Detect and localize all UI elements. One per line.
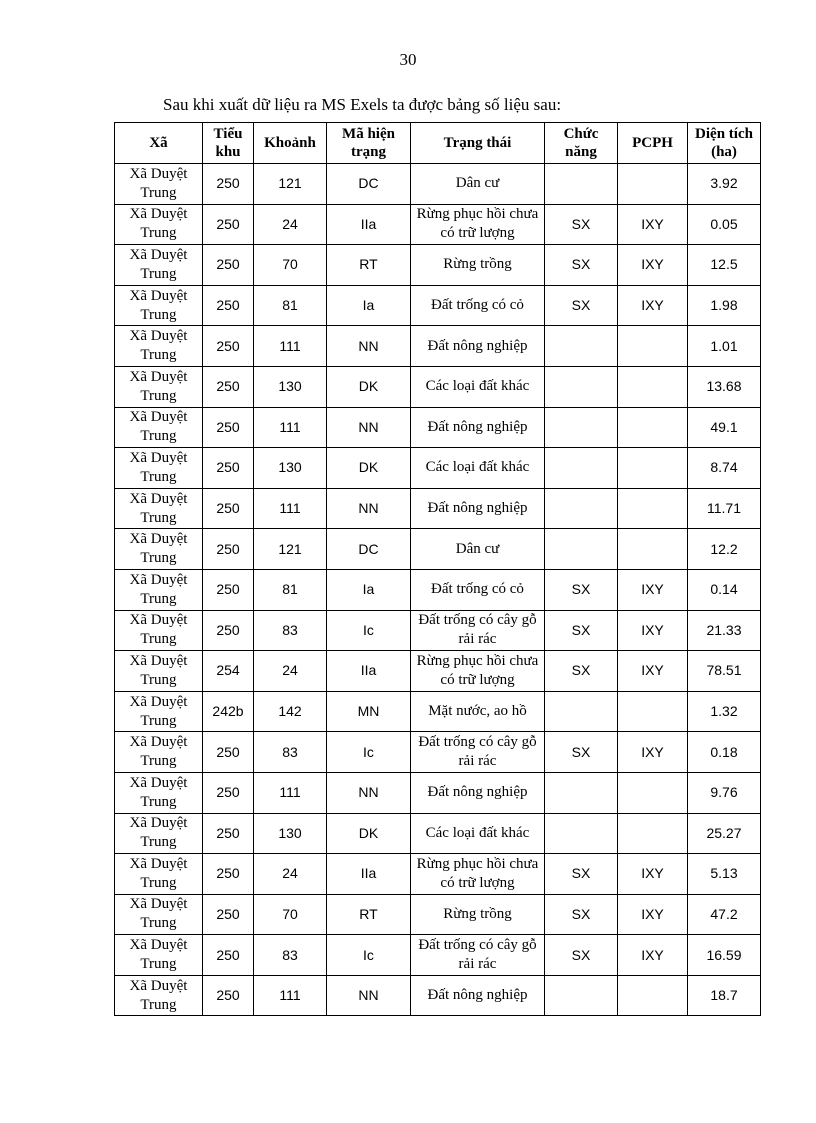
cell-trang-thai: Rừng phục hồi chưa có trữ lượng [411,651,545,692]
cell-khoanh: 70 [254,245,327,286]
cell-trang-thai: Dân cư [411,529,545,570]
cell-khoanh: 121 [254,529,327,570]
cell-ma-hien-trang: NN [327,772,411,813]
cell-trang-thai: Rừng trồng [411,245,545,286]
cell-dien-tich: 16.59 [688,935,761,976]
cell-khoanh: 130 [254,813,327,854]
cell-chuc-nang: SX [545,854,618,895]
cell-khoanh: 24 [254,854,327,895]
cell-khoanh: 111 [254,975,327,1016]
cell-dien-tich: 0.14 [688,569,761,610]
table-row [115,975,761,1016]
cell-khoanh: 142 [254,691,327,732]
cell-tieu-khu: 250 [203,488,254,529]
cell-ma-hien-trang: IIa [327,651,411,692]
cell-chuc-nang [545,448,618,489]
cell-tieu-khu: 250 [203,407,254,448]
cell-tieu-khu: 250 [203,813,254,854]
cell-trang-thai: Đất nông nghiệp [411,488,545,529]
cell-khoanh: 111 [254,772,327,813]
cell-xa: Xã Duyệt Trung [115,245,203,286]
cell-dien-tich: 8.74 [688,448,761,489]
cell-pcph: IXY [618,569,688,610]
cell-khoanh: 111 [254,488,327,529]
cell-xa: Xã Duyệt Trung [115,529,203,570]
cell-ma-hien-trang: RT [327,245,411,286]
cell-dien-tich: 13.68 [688,366,761,407]
cell-pcph [618,813,688,854]
cell-pcph: IXY [618,651,688,692]
cell-chuc-nang: SX [545,285,618,326]
cell-pcph [618,326,688,367]
cell-pcph: IXY [618,204,688,245]
table-row [115,407,761,448]
cell-xa: Xã Duyệt Trung [115,488,203,529]
table-row [115,813,761,854]
cell-xa: Xã Duyệt Trung [115,448,203,489]
cell-trang-thai: Đất nông nghiệp [411,975,545,1016]
table-row [115,448,761,489]
cell-trang-thai: Đất trống có cỏ [411,569,545,610]
cell-pcph [618,407,688,448]
cell-xa: Xã Duyệt Trung [115,610,203,651]
cell-chuc-nang [545,772,618,813]
table-row [115,326,761,367]
header-trang-thai: Trạng thái [411,123,545,164]
cell-chuc-nang: SX [545,732,618,773]
cell-khoanh: 81 [254,569,327,610]
cell-dien-tich: 1.32 [688,691,761,732]
cell-xa: Xã Duyệt Trung [115,164,203,205]
cell-xa: Xã Duyệt Trung [115,732,203,773]
cell-ma-hien-trang: NN [327,407,411,448]
table-row [115,285,761,326]
cell-tieu-khu: 250 [203,326,254,367]
table-body [115,164,761,1016]
cell-xa: Xã Duyệt Trung [115,326,203,367]
cell-trang-thai: Các loại đất khác [411,813,545,854]
cell-dien-tich: 12.5 [688,245,761,286]
cell-trang-thai: Đất nông nghiệp [411,407,545,448]
cell-dien-tich: 78.51 [688,651,761,692]
cell-ma-hien-trang: DK [327,448,411,489]
cell-khoanh: 83 [254,732,327,773]
page-number: 30 [399,50,417,69]
table-row [115,772,761,813]
cell-xa: Xã Duyệt Trung [115,935,203,976]
cell-pcph [618,772,688,813]
cell-tieu-khu: 254 [203,651,254,692]
cell-ma-hien-trang: MN [327,691,411,732]
cell-ma-hien-trang: Ic [327,935,411,976]
cell-trang-thai: Rừng trồng [411,894,545,935]
cell-chuc-nang: SX [545,245,618,286]
cell-ma-hien-trang: NN [327,488,411,529]
cell-xa: Xã Duyệt Trung [115,691,203,732]
cell-pcph: IXY [618,285,688,326]
cell-chuc-nang: SX [545,569,618,610]
cell-tieu-khu: 250 [203,975,254,1016]
cell-dien-tich: 11.71 [688,488,761,529]
cell-tieu-khu: 250 [203,164,254,205]
cell-chuc-nang [545,326,618,367]
cell-pcph [618,529,688,570]
table-row [115,529,761,570]
cell-khoanh: 111 [254,407,327,448]
cell-pcph: IXY [618,245,688,286]
cell-tieu-khu: 250 [203,529,254,570]
cell-xa: Xã Duyệt Trung [115,975,203,1016]
table-row [115,894,761,935]
cell-pcph [618,366,688,407]
table-row [115,691,761,732]
cell-tieu-khu: 250 [203,245,254,286]
cell-chuc-nang: SX [545,935,618,976]
cell-dien-tich: 0.18 [688,732,761,773]
cell-xa: Xã Duyệt Trung [115,854,203,895]
table-row [115,164,761,205]
land-use-table [114,122,761,1016]
cell-dien-tich: 1.98 [688,285,761,326]
header-khoanh: Khoảnh [254,123,327,164]
cell-pcph: IXY [618,935,688,976]
cell-ma-hien-trang: DC [327,164,411,205]
header-ma-hien-trang: Mã hiện trạng [327,123,411,164]
cell-tieu-khu: 250 [203,204,254,245]
header-xa: Xã [115,123,203,164]
table-row [115,245,761,286]
cell-khoanh: 111 [254,326,327,367]
cell-trang-thai: Đất trống có cỏ [411,285,545,326]
cell-trang-thai: Mặt nước, ao hồ [411,691,545,732]
cell-tieu-khu: 250 [203,854,254,895]
table-header-row [115,123,761,164]
cell-tieu-khu: 250 [203,285,254,326]
cell-tieu-khu: 250 [203,448,254,489]
cell-chuc-nang: SX [545,651,618,692]
cell-ma-hien-trang: IIa [327,204,411,245]
cell-khoanh: 81 [254,285,327,326]
cell-chuc-nang [545,813,618,854]
cell-dien-tich: 9.76 [688,772,761,813]
cell-pcph [618,164,688,205]
cell-xa: Xã Duyệt Trung [115,366,203,407]
cell-ma-hien-trang: Ia [327,569,411,610]
cell-tieu-khu: 250 [203,772,254,813]
table-row [115,366,761,407]
table-row [115,488,761,529]
cell-xa: Xã Duyệt Trung [115,772,203,813]
cell-tieu-khu: 250 [203,732,254,773]
cell-trang-thai: Đất trống có cây gỗ rải rác [411,610,545,651]
cell-xa: Xã Duyệt Trung [115,407,203,448]
cell-trang-thai: Đất trống có cây gỗ rải rác [411,935,545,976]
table-row [115,651,761,692]
cell-khoanh: 24 [254,204,327,245]
cell-trang-thai: Các loại đất khác [411,448,545,489]
cell-chuc-nang: SX [545,610,618,651]
cell-ma-hien-trang: NN [327,326,411,367]
cell-dien-tich: 25.27 [688,813,761,854]
cell-tieu-khu: 250 [203,610,254,651]
header-pcph: PCPH [618,123,688,164]
cell-chuc-nang [545,164,618,205]
cell-dien-tich: 0.05 [688,204,761,245]
cell-chuc-nang [545,691,618,732]
cell-chuc-nang [545,366,618,407]
header-chuc-nang: Chức năng [545,123,618,164]
cell-xa: Xã Duyệt Trung [115,813,203,854]
cell-dien-tich: 18.7 [688,975,761,1016]
cell-trang-thai: Đất nông nghiệp [411,772,545,813]
cell-chuc-nang: SX [545,894,618,935]
cell-dien-tich: 21.33 [688,610,761,651]
cell-ma-hien-trang: DK [327,813,411,854]
cell-dien-tich: 1.01 [688,326,761,367]
cell-khoanh: 24 [254,651,327,692]
header-dien-tich: Diện tích (ha) [688,123,761,164]
cell-xa: Xã Duyệt Trung [115,285,203,326]
cell-khoanh: 130 [254,448,327,489]
cell-ma-hien-trang: DC [327,529,411,570]
cell-pcph: IXY [618,732,688,773]
cell-tieu-khu: 250 [203,935,254,976]
cell-ma-hien-trang: Ia [327,285,411,326]
cell-khoanh: 130 [254,366,327,407]
cell-tieu-khu: 250 [203,894,254,935]
cell-xa: Xã Duyệt Trung [115,204,203,245]
cell-dien-tich: 3.92 [688,164,761,205]
cell-ma-hien-trang: DK [327,366,411,407]
cell-chuc-nang: SX [545,204,618,245]
cell-ma-hien-trang: NN [327,975,411,1016]
cell-chuc-nang [545,529,618,570]
cell-xa: Xã Duyệt Trung [115,894,203,935]
cell-trang-thai: Rừng phục hồi chưa có trữ lượng [411,204,545,245]
cell-dien-tich: 12.2 [688,529,761,570]
cell-tieu-khu: 242b [203,691,254,732]
cell-ma-hien-trang: Ic [327,732,411,773]
table-row [115,610,761,651]
cell-chuc-nang [545,488,618,529]
cell-trang-thai: Đất nông nghiệp [411,326,545,367]
cell-khoanh: 83 [254,610,327,651]
cell-ma-hien-trang: RT [327,894,411,935]
table-row [115,935,761,976]
cell-trang-thai: Các loại đất khác [411,366,545,407]
cell-trang-thai: Rừng phục hồi chưa có trữ lượng [411,854,545,895]
cell-dien-tich: 5.13 [688,854,761,895]
cell-pcph: IXY [618,854,688,895]
cell-khoanh: 70 [254,894,327,935]
cell-chuc-nang [545,975,618,1016]
cell-chuc-nang [545,407,618,448]
cell-ma-hien-trang: IIa [327,854,411,895]
table-row [115,732,761,773]
cell-pcph: IXY [618,610,688,651]
cell-tieu-khu: 250 [203,569,254,610]
cell-pcph: IXY [618,894,688,935]
cell-tieu-khu: 250 [203,366,254,407]
cell-khoanh: 121 [254,164,327,205]
cell-dien-tich: 47.2 [688,894,761,935]
table-row [115,854,761,895]
cell-pcph [618,691,688,732]
cell-trang-thai: Dân cư [411,164,545,205]
cell-dien-tich: 49.1 [688,407,761,448]
table-row [115,569,761,610]
cell-pcph [618,975,688,1016]
table-row [115,204,761,245]
cell-xa: Xã Duyệt Trung [115,651,203,692]
header-tieu-khu: Tiểu khu [203,123,254,164]
intro-text: Sau khi xuất dữ liệu ra MS Exels ta được bảng số liệu sau: [163,95,562,114]
cell-khoanh: 83 [254,935,327,976]
cell-trang-thai: Đất trống có cây gỗ rải rác [411,732,545,773]
cell-xa: Xã Duyệt Trung [115,569,203,610]
cell-pcph [618,448,688,489]
cell-ma-hien-trang: Ic [327,610,411,651]
cell-pcph [618,488,688,529]
